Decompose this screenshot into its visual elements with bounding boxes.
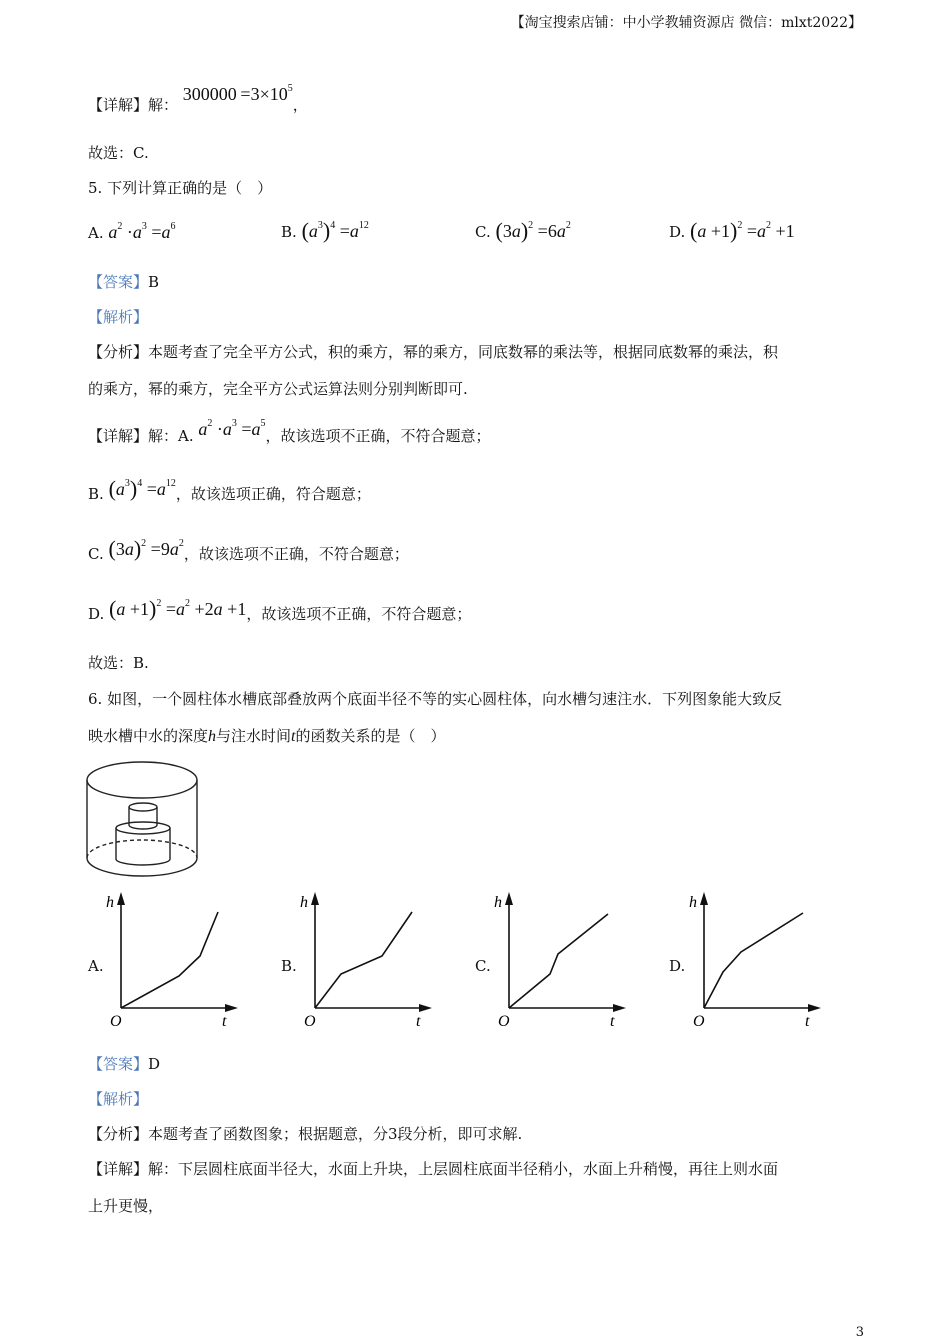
q5-detail-b: B. $(a^3)^4 =a^{12}$，故该选项正确，符合题意； xyxy=(88,476,371,503)
q4-choice: 故选：C. xyxy=(88,144,149,162)
q5-detail-c-math: $(3a)^2 =9a^2$ xyxy=(108,536,184,561)
q6-graph-c-xlabel: t xyxy=(610,1013,615,1030)
q4-detail-label: 【详解】解： xyxy=(88,96,179,114)
q6-graph-c xyxy=(492,888,632,1037)
q5-option-b-math: $(a^3)^4 =a^{12}$ xyxy=(301,218,369,243)
q6-graph-a-curve xyxy=(121,912,218,1008)
q5-answer xyxy=(88,271,159,292)
q6-graph-b-xlabel: t xyxy=(416,1013,421,1030)
arrow-up-icon xyxy=(311,892,319,905)
q6-graph-d-curve xyxy=(704,913,803,1008)
q6-graph-a-ylabel: h xyxy=(106,894,114,911)
q4-detail-math: $300000 =3\times 10^5$ xyxy=(182,83,293,104)
q5-detail-d-math: $(a +1)^2 =a^2 +2a +1$ xyxy=(109,596,247,621)
q6-graph-d-xlabel: t xyxy=(805,1013,810,1030)
q5-option-d-math: $(a +1)^2 =a^2 +1$ xyxy=(690,218,795,243)
q5-option-d: D. $(a +1)^2 =a^2 +1$ xyxy=(669,218,795,243)
q5-detail-a-math: $a^2 \cdot a^3 =a^5$ xyxy=(198,418,266,439)
q5-option-c-math: $(3a)^2 =6a^2$ xyxy=(495,218,571,243)
q5-analysis-line2: 的乘方，幂的乘方，完全平方公式运算法则分别判断即可. xyxy=(88,380,468,398)
q6-graph-b-origin: O xyxy=(304,1013,316,1030)
q6-answer-tag: 【答案】 xyxy=(88,1055,149,1073)
q6-graph-a-origin: O xyxy=(110,1013,122,1030)
arrow-up-icon xyxy=(700,892,708,905)
q5-answer-value: B xyxy=(148,273,160,291)
q6-graph-label-b: B. xyxy=(281,957,297,975)
q6-question-line1: 6. 如图，一个圆柱体水槽底部叠放两个底面半径不等的实心圆柱体，向水槽匀速注水．下列图象能大致反 xyxy=(88,690,783,708)
page-number: 3 xyxy=(855,1325,864,1340)
q6-graph-b-ylabel: h xyxy=(300,894,308,911)
q4-detail: 【详解】解： $300000 =3\times 10^5$， xyxy=(88,83,308,114)
q6-graph-b-curve xyxy=(315,912,412,1008)
q6-answer-value: D xyxy=(148,1055,161,1073)
q6-graph-d-origin: O xyxy=(693,1013,705,1030)
q6-graph-label-c: C. xyxy=(475,957,491,975)
q6-answer xyxy=(88,1053,160,1074)
q5-detail-d: D. $(a +1)^2 =a^2 +2a +1$，故该选项不正确，不符合题意； xyxy=(88,596,472,623)
arrow-up-icon xyxy=(505,892,513,905)
q6-graph-d xyxy=(687,888,827,1037)
q6-detail-line2: 上升更慢， xyxy=(88,1197,164,1215)
q6-graph-label-a: A. xyxy=(88,957,104,975)
q6-graph-label-d: D. xyxy=(669,957,686,975)
arrow-up-icon xyxy=(117,892,125,905)
cylinder-tank-figure xyxy=(84,758,204,880)
q6-graph-c-curve xyxy=(509,914,608,1008)
q5-option-a: A. $a^2 \cdot a^3 =a^6$ xyxy=(88,221,176,242)
q5-answer-tag: 【答案】 xyxy=(88,273,149,291)
q5-option-a-math: $a^2 \cdot a^3 =a^6$ xyxy=(108,221,176,242)
arrow-right-icon xyxy=(808,1004,821,1012)
q5-choice: 故选：B. xyxy=(88,654,149,672)
q5-detail-a: 【详解】解：A. $a^2 \cdot a^3 =a^5$，故该选项不正确，不符合题意； xyxy=(88,418,491,445)
q6-graph-c-origin: O xyxy=(498,1013,510,1030)
q5-option-b: B. $(a^3)^4 =a^{12}$ xyxy=(281,218,369,243)
q5-analysis-line1: 【分析】本题考查了完全平方公式，积的乘方，幂的乘方，同底数幂的乘法等，根据同底数幂的乘法，积 xyxy=(88,343,779,361)
q6-question-line2: 映水槽中水的深度h与注水时间t的函数关系的是（ ） xyxy=(88,727,446,745)
q5-detail-b-math: $(a^3)^4 =a^{12}$ xyxy=(108,476,176,501)
q6-analysis-tag: 【解析】 xyxy=(88,1090,149,1108)
q6-graph-c-ylabel: h xyxy=(494,894,502,911)
q5-detail-c: C. $(3a)^2 =9a^2$，故该选项不正确，不符合题意； xyxy=(88,536,409,563)
q6-graph-a xyxy=(104,888,244,1037)
q5-analysis-tag: 【解析】 xyxy=(88,308,149,326)
page-header: 【淘宝搜索店铺：中小学教辅资源店 微信：mlxt2022】 xyxy=(510,15,862,31)
q6-analysis: 【分析】本题考查了函数图象；根据题意，分3段分析，即可求解. xyxy=(88,1125,523,1143)
arrow-right-icon xyxy=(225,1004,238,1012)
q6-detail-line1: 【详解】解：下层圆柱底面半径大，水面上升块，上层圆柱底面半径稍小，水面上升稍慢，再往上则水面 xyxy=(88,1160,779,1178)
q6-graph-a-xlabel: t xyxy=(222,1013,227,1030)
arrow-right-icon xyxy=(419,1004,432,1012)
q5-question: 5. 下列计算正确的是（ ） xyxy=(88,179,273,197)
arrow-right-icon xyxy=(613,1004,626,1012)
q6-graph-b xyxy=(298,888,438,1037)
q6-graph-d-ylabel: h xyxy=(689,894,697,911)
q5-option-c: C. $(3a)^2 =6a^2$ xyxy=(475,218,571,243)
